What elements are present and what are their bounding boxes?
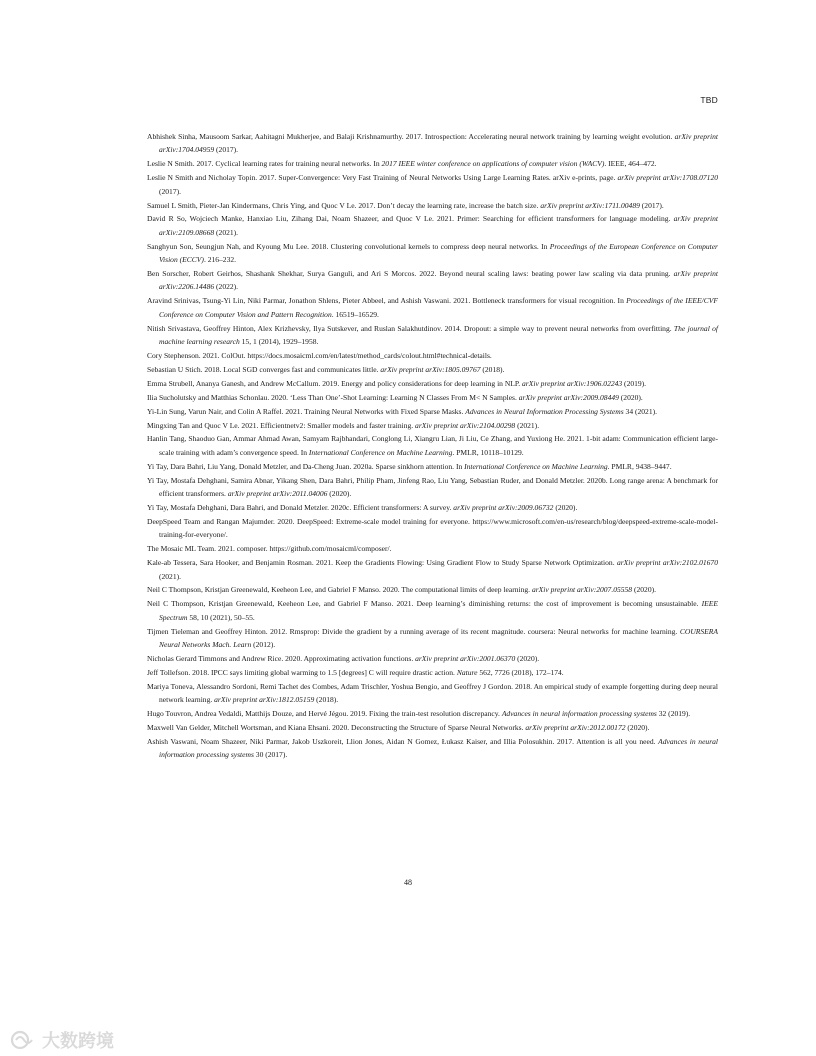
- reference-text: Mingxing Tan and Quoc V Le. 2021. Efficientnetv2: Smaller models and faster training.: [147, 420, 416, 430]
- reference-entry: [147, 515, 718, 542]
- reference-text: (2018).: [314, 695, 339, 705]
- reference-entry: [147, 707, 718, 720]
- reference-text: (2019).: [622, 378, 647, 388]
- reference-text: Tijmen Tieleman and Geoffrey Hinton. 2012. Rmsprop: Divide the gradient by a running average of its recent magnitude. coursera: Neural networks for machine learning.: [147, 626, 680, 636]
- reference-text: Leslie N Smith. 2017. Cyclical learning rates for training neural networks. In: [147, 159, 382, 169]
- reference-entry: [147, 721, 718, 734]
- reference-entry: [147, 460, 718, 473]
- reference-venue: Advances in neural information processing systems: [159, 736, 719, 760]
- reference-text: (2017).: [214, 145, 239, 155]
- reference-text: The Mosaic ML Team. 2021. composer. https://github.com/mosaicml/composer/.: [147, 544, 392, 554]
- reference-text: 562, 7726 (2018), 172–174.: [477, 667, 564, 677]
- reference-text: Hugo Touvron, Andrea Vedaldi, Matthijs Douze, and Hervé Jégou. 2019. Fixing the train-test resolution discrepancy.: [147, 709, 502, 719]
- reference-text: (2022).: [214, 282, 239, 292]
- reference-venue: The journal of machine learning research: [159, 323, 718, 347]
- reference-text: . 16519–16529.: [331, 309, 379, 319]
- reference-venue: 2017 IEEE winter conference on applications of computer vision (WACV): [381, 159, 605, 169]
- reference-entry: [147, 349, 718, 362]
- reference-text: . 216–232.: [203, 255, 237, 265]
- reference-text: 32 (2019).: [656, 709, 691, 719]
- reference-entry: [147, 419, 718, 432]
- reference-text: Hanlin Tang, Shaoduo Gan, Ammar Ahmad Awan, Samyam Rajbhandari, Conglong Li, Xiangru Lian, Ji Liu, Ce Zhang, and Yuxiong He. 2021. 1-bit adam: Communication efficient large-scale training with adam’s convergence speed. In: [147, 434, 718, 457]
- reference-entry: [147, 212, 718, 239]
- reference-venue: International Conference on Machine Learning: [308, 447, 453, 457]
- reference-entry: [147, 625, 718, 652]
- reference-venue: arXiv preprint arXiv:1711.00489: [540, 200, 640, 210]
- reference-venue: Proceedings of the European Conference on Computer Vision (ECCV): [159, 241, 718, 265]
- reference-venue: COURSERA Neural Networks Mach. Learn: [159, 626, 718, 650]
- reference-text: (2018).: [480, 364, 505, 374]
- reference-text: Abhishek Sinha, Mausoom Sarkar, Aahitagni Mukherjee, and Balaji Krishnamurthy. 2017. Introspection: Accelerating neural network training by learning weight evolution.: [147, 132, 675, 141]
- reference-entry: [147, 542, 718, 555]
- reference-text: Yi Tay, Mostafa Dehghani, Samira Abnar, Yikang Shen, Dara Bahri, Philip Pham, Jinfeng Rao, Liu Yang, Sebastian Ruder, and Donald Metzler. 2020b. Long range arena: A benchmark for efficient transformers.: [147, 475, 718, 499]
- reference-text: Neil C Thompson, Kristjan Greenewald, Keeheon Lee, and Gabriel F Manso. 2021. Deep learning’s diminishing returns: the cost of improvement is becoming unsustainable.: [147, 599, 702, 609]
- reference-venue: arXiv preprint arXiv:2206.14486: [159, 269, 718, 292]
- reference-venue: Advances in Neural Information Processing Systems: [465, 406, 624, 416]
- reference-entry: [147, 583, 718, 596]
- reference-venue: arXiv preprint arXiv:2102.01670: [616, 558, 718, 568]
- reference-text: Aravind Srinivas, Tsung-Yi Lin, Niki Parmar, Jonathon Shlens, Pieter Abbeel, and Ashish Vaswani. 2021. Bottleneck transformers for visual recognition. In: [147, 296, 627, 306]
- reference-entry: [147, 652, 718, 665]
- reference-venue: International Conference on Machine Learning: [464, 461, 608, 471]
- reference-entry: [147, 199, 718, 212]
- reference-entry: [147, 363, 718, 376]
- reference-text: (2020).: [327, 489, 352, 499]
- reference-text: Maxwell Van Gelder, Mitchell Wortsman, and Kiana Ehsani. 2020. Deconstructing the Structure of Sparse Neural Networks.: [147, 722, 526, 732]
- reference-venue: arXiv preprint arXiv:1812.05159: [214, 695, 315, 705]
- reference-venue: arXiv preprint arXiv:2009.06732: [453, 502, 554, 512]
- reference-entry: [147, 666, 718, 679]
- reference-text: Yi Tay, Dara Bahri, Liu Yang, Donald Metzler, and Da-Cheng Juan. 2020a. Sparse sinkhorn attention. In: [147, 461, 465, 471]
- reference-entry: [147, 130, 718, 157]
- reference-text: 15, 1 (2014), 1929–1958.: [239, 337, 319, 347]
- reference-text: Jeff Tollefson. 2018. IPCC says limiting global warming to 1.5 [degrees] C will require drastic action.: [147, 667, 457, 677]
- reference-text: Ben Sorscher, Robert Geirhos, Shashank Shekhar, Surya Ganguli, and Ari S Morcos. 2022. Beyond neural scaling laws: beating power law scaling via data pruning.: [147, 269, 674, 279]
- reference-entry: [147, 377, 718, 390]
- reference-venue: arXiv preprint arXiv:2011.04006: [227, 489, 328, 499]
- reference-entry: [147, 294, 718, 321]
- reference-entry: [147, 474, 718, 501]
- reference-venue: IEEE Spectrum: [159, 599, 718, 622]
- reference-text: (2020).: [625, 722, 650, 732]
- reference-text: 58, 10 (2021), 50–55.: [187, 612, 255, 622]
- reference-entry: [147, 735, 718, 762]
- reference-text: Ilia Sucholutsky and Matthias Schonlau. 2020. ‘Less Than One’-Shot Learning: Learning N Classes From M< N Samples.: [147, 392, 519, 402]
- reference-text: (2021).: [515, 420, 540, 430]
- reference-entry: [147, 680, 718, 707]
- reference-text: . PMLR, 9438–9447.: [607, 461, 672, 471]
- reference-venue: Nature: [456, 667, 478, 677]
- reference-venue: arXiv preprint arXiv:1708.07120: [617, 173, 718, 183]
- reference-text: Emma Strubell, Ananya Ganesh, and Andrew McCallum. 2019. Energy and policy considerations for deep learning in NLP.: [147, 378, 523, 388]
- reference-text: (2021).: [159, 571, 182, 581]
- reference-venue: arXiv preprint arXiv:2104.00298: [415, 420, 516, 430]
- reference-text: Mariya Toneva, Alessandro Sordoni, Remi Tachet des Combes, Adam Trischler, Yoshua Bengio, and Geoffrey J Gordon. 2018. An empirical study of example forgetting during deep neural network learning.: [147, 681, 718, 705]
- reference-venue: arXiv preprint arXiv:2109.08668: [159, 214, 718, 237]
- reference-entry: [147, 267, 718, 294]
- reference-list: [147, 130, 718, 762]
- reference-venue: arXiv preprint arXiv:2007.05558: [531, 585, 633, 595]
- reference-text: Leslie N Smith and Nicholay Topin. 2017. Super-Convergence: Very Fast Training of Neural Networks Using Large Learning Rates. arXiv e-prints, page.: [147, 173, 618, 183]
- reference-text: (2012).: [251, 640, 276, 650]
- reference-text: Kale-ab Tessera, Sara Hooker, and Benjamin Rosman. 2021. Keep the Gradients Flowing: Using Gradient Flow to Study Sparse Network Optimization.: [147, 558, 617, 568]
- reference-text: Neil C Thompson, Kristjan Greenewald, Keeheon Lee, and Gabriel F Manso. 2020. The computational limits of deep learning.: [147, 585, 532, 595]
- reference-venue: arXiv preprint arXiv:1906.02243: [522, 378, 623, 388]
- reference-text: (2020).: [618, 392, 643, 402]
- reference-entry: [147, 501, 718, 514]
- reference-text: . IEEE, 464–472.: [604, 159, 657, 169]
- reference-text: Nitish Srivastava, Geoffrey Hinton, Alex Krizhevsky, Ilya Sutskever, and Ruslan Salakhutdinov. 2014. Dropout: a simple way to prevent neural networks from overfitting.: [147, 323, 674, 333]
- reference-venue: Proceedings of the IEEE/CVF Conference on Computer Vision and Pattern Recognition: [159, 296, 718, 319]
- reference-text: Nicholas Gerard Timmons and Andrew Rice. 2020. Approximating activation functions.: [147, 653, 416, 663]
- reference-venue: Advances in neural information processing systems: [501, 709, 657, 719]
- reference-text: Yi-Lin Sung, Varun Nair, and Colin A Raffel. 2021. Training Neural Networks with Fixed Sparse Masks.: [147, 406, 466, 416]
- reference-venue: arXiv preprint arXiv:1805.09767: [380, 364, 481, 374]
- reference-entry: [147, 171, 718, 198]
- reference-venue: arXiv preprint arXiv:2001.06370: [415, 653, 516, 663]
- reference-text: Sebastian U Stich. 2018. Local SGD converges fast and communicates little.: [147, 364, 381, 374]
- reference-entry: [147, 405, 718, 418]
- reference-entry: [147, 391, 718, 404]
- reference-text: Samuel L Smith, Pieter-Jan Kindermans, Chris Ying, and Quoc V Le. 2017. Don’t decay the learning rate, increase the batch size.: [147, 200, 541, 210]
- reference-entry: [147, 432, 718, 459]
- reference-text: Cory Stephenson. 2021. ColOut. https://docs.mosaicml.com/en/latest/method_cards/colout.html#technical-details.: [147, 351, 492, 360]
- reference-text: (2020).: [553, 502, 578, 512]
- reference-text: 34 (2021).: [623, 406, 657, 416]
- reference-venue: arXiv preprint arXiv:2012.00172: [525, 722, 626, 732]
- running-header: TBD: [700, 95, 718, 105]
- reference-text: . PMLR, 10118–10129.: [452, 447, 524, 457]
- logo-icon: [10, 1030, 36, 1050]
- reference-text: Yi Tay, Mostafa Dehghani, Dara Bahri, and Donald Metzler. 2020c. Efficient transformers: A survey.: [147, 502, 454, 512]
- reference-text: 30 (2017).: [253, 750, 288, 760]
- reference-text: (2020).: [632, 585, 656, 595]
- reference-entry: [147, 157, 718, 170]
- watermark: [10, 1027, 114, 1053]
- reference-entry: [147, 240, 718, 267]
- reference-text: Ashish Vaswani, Noam Shazeer, Niki Parmar, Jakob Uszkoreit, Llion Jones, Aidan N Gomez, Łukasz Kaiser, and Illia Polosukhin. 2017. Attention is all you need.: [147, 736, 659, 746]
- reference-text: (2020).: [515, 653, 540, 663]
- reference-text: Sanghyun Son, Seungjun Nah, and Kyoung Mu Lee. 2018. Clustering convolutional kernels to compress deep neural networks. In: [147, 241, 550, 251]
- reference-entry: [147, 322, 718, 349]
- reference-entry: [147, 597, 718, 624]
- reference-venue: arXiv preprint arXiv:2009.08449: [518, 392, 619, 402]
- watermark-text: 大数跨境: [42, 1031, 114, 1052]
- reference-text: DeepSpeed Team and Rangan Majumder. 2020. DeepSpeed: Extreme-scale model training for everyone. https://www.microsoft.com/en-us/research/blog/deepspeed-extreme-scale-model-training-for-everyone/.: [147, 516, 718, 540]
- reference-entry: [147, 556, 718, 583]
- reference-text: (2017).: [159, 186, 182, 196]
- page-number: 48: [404, 878, 412, 887]
- reference-text: (2017).: [639, 200, 664, 210]
- reference-text: David R So, Wojciech Manke, Hanxiao Liu, Zihang Dai, Noam Shazeer, and Quoc V Le. 2021. Primer: Searching for efficient transformers for language modeling.: [147, 214, 674, 224]
- reference-text: (2021).: [214, 227, 239, 237]
- reference-venue: arXiv preprint arXiv:1704.04959: [159, 132, 718, 155]
